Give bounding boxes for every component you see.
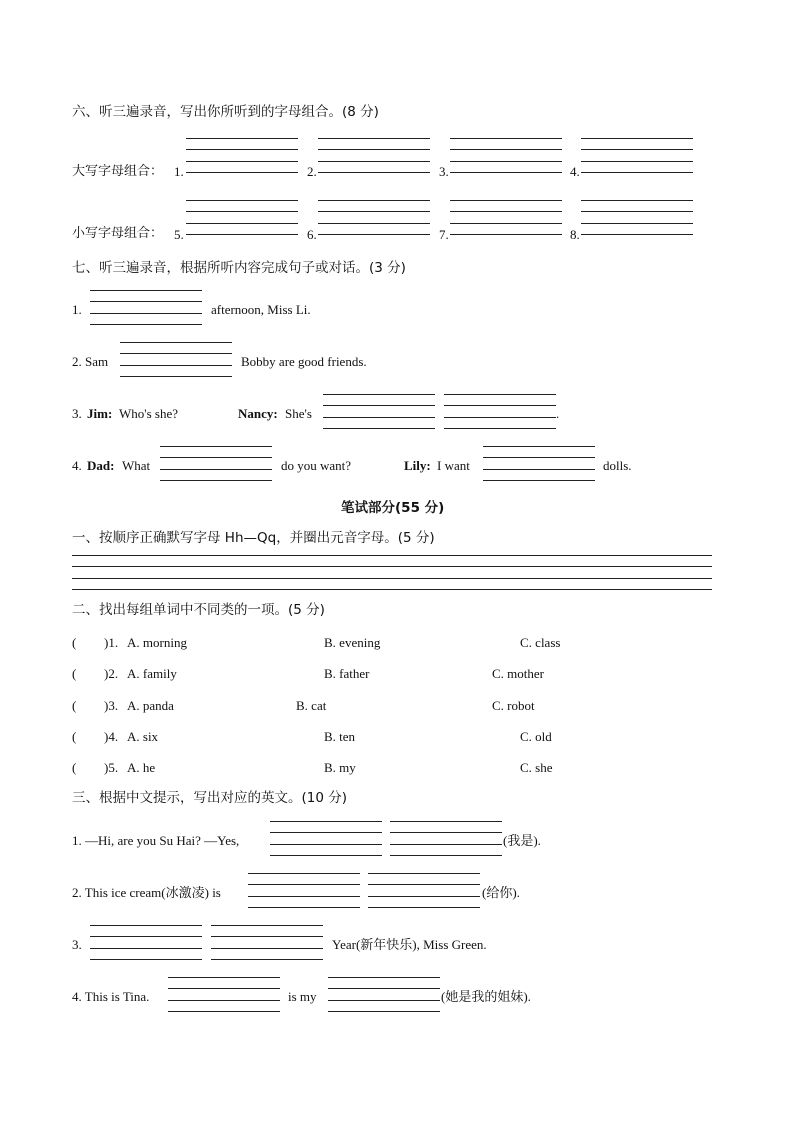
writing-grid-6[interactable] bbox=[318, 200, 430, 235]
dialogue-text: do you want? bbox=[281, 458, 352, 473]
answer-grid[interactable] bbox=[248, 873, 360, 908]
sentence-text: (她是我的姐妹). bbox=[441, 989, 531, 1004]
item-number: )3. bbox=[104, 698, 119, 713]
option-a: A. morning bbox=[127, 635, 187, 650]
sentence-text: Bobby are good friends. bbox=[241, 354, 367, 369]
option-b: B. my bbox=[324, 760, 356, 775]
writing-grid-2[interactable] bbox=[318, 138, 430, 173]
answer-grid[interactable] bbox=[120, 342, 232, 377]
item-number: )1. bbox=[104, 635, 119, 650]
sentence-text: Year(新年快乐), Miss Green. bbox=[332, 937, 487, 952]
answer-grid[interactable] bbox=[168, 977, 280, 1012]
option-b: B. father bbox=[324, 666, 370, 681]
dialogue-text: What bbox=[122, 458, 151, 473]
item-number: )5. bbox=[104, 760, 119, 775]
sentence-text: 2. This ice cream(冰激凌) is bbox=[72, 885, 221, 900]
lowercase-label: 小写字母组合： bbox=[72, 226, 164, 241]
sentence-text: (给你). bbox=[482, 885, 520, 900]
punctuation: . bbox=[556, 406, 560, 421]
answer-paren[interactable]: ( bbox=[72, 698, 77, 713]
option-a: A. he bbox=[127, 760, 156, 775]
sentence-text: is my bbox=[288, 989, 317, 1004]
option-b: B. cat bbox=[296, 698, 327, 713]
option-c: C. she bbox=[520, 760, 553, 775]
option-b: B. evening bbox=[324, 635, 381, 650]
option-c: C. class bbox=[520, 635, 561, 650]
blank-number: 1. bbox=[174, 164, 184, 179]
answer-paren[interactable]: ( bbox=[72, 635, 77, 650]
blank-number: 6. bbox=[307, 227, 317, 242]
answer-grid[interactable] bbox=[444, 394, 556, 429]
answer-grid[interactable] bbox=[368, 873, 480, 908]
answer-grid[interactable] bbox=[328, 977, 440, 1012]
question-number: 1. bbox=[72, 302, 82, 317]
answer-grid[interactable] bbox=[323, 394, 435, 429]
item-number: )4. bbox=[104, 729, 119, 744]
written-part-title: 笔试部分(55 分) bbox=[341, 500, 445, 516]
written-section-3-heading: 三、根据中文提示，写出对应的英文。(10 分) bbox=[72, 790, 348, 806]
sentence-text: 1. —Hi, are you Su Hai? —Yes, bbox=[72, 833, 240, 848]
section-7-heading: 七、听三遍录音，根据所听内容完成句子或对话。(3 分) bbox=[72, 260, 406, 276]
dialogue-text: Who's she? bbox=[119, 406, 179, 421]
writing-grid-1[interactable] bbox=[186, 138, 298, 173]
writing-grid-4[interactable] bbox=[581, 138, 693, 173]
option-a: A. six bbox=[127, 729, 159, 744]
speaker-name: Nancy: bbox=[238, 406, 278, 421]
writing-grid-5[interactable] bbox=[186, 200, 298, 235]
answer-paren[interactable]: ( bbox=[72, 666, 77, 681]
dialogue-text: She's bbox=[285, 406, 312, 421]
sentence-text: (我是). bbox=[503, 833, 541, 848]
blank-number: 2. bbox=[307, 164, 317, 179]
speaker-name: Lily: bbox=[404, 458, 431, 473]
uppercase-label: 大写字母组合： bbox=[72, 164, 164, 179]
answer-grid[interactable] bbox=[90, 290, 202, 325]
written-section-2-heading: 二、找出每组单词中不同类的一项。(5 分) bbox=[72, 602, 325, 618]
dialogue-text: I want bbox=[437, 458, 470, 473]
blank-number: 4. bbox=[570, 164, 580, 179]
blank-number: 8. bbox=[570, 227, 580, 242]
writing-grid-3[interactable] bbox=[450, 138, 562, 173]
answer-paren[interactable]: ( bbox=[72, 760, 77, 775]
option-a: A. family bbox=[127, 666, 177, 681]
option-c: C. mother bbox=[492, 666, 544, 681]
sentence-text: afternoon, Miss Li. bbox=[211, 302, 311, 317]
option-b: B. ten bbox=[324, 729, 356, 744]
speaker-name: Dad: bbox=[87, 458, 115, 473]
answer-grid[interactable] bbox=[211, 925, 323, 960]
question-number: 3. bbox=[72, 406, 82, 421]
option-c: C. old bbox=[520, 729, 552, 744]
blank-number: 3. bbox=[439, 164, 449, 179]
answer-grid[interactable] bbox=[270, 821, 382, 856]
question-number: 4. bbox=[72, 458, 82, 473]
item-number: )2. bbox=[104, 666, 119, 681]
option-a: A. panda bbox=[127, 698, 174, 713]
answer-grid[interactable] bbox=[160, 446, 272, 481]
option-c: C. robot bbox=[492, 698, 535, 713]
sentence-text: 2. Sam bbox=[72, 354, 109, 369]
question-number: 3. bbox=[72, 937, 82, 952]
answer-grid[interactable] bbox=[90, 925, 202, 960]
blank-number: 7. bbox=[439, 227, 449, 242]
speaker-name: Jim: bbox=[87, 406, 113, 421]
writing-grid-8[interactable] bbox=[581, 200, 693, 235]
blank-number: 5. bbox=[174, 227, 184, 242]
writing-grid-7[interactable] bbox=[450, 200, 562, 235]
answer-paren[interactable]: ( bbox=[72, 729, 77, 744]
dialogue-text: dolls. bbox=[603, 458, 632, 473]
answer-grid[interactable] bbox=[390, 821, 502, 856]
written-section-1-heading: 一、按顺序正确默写字母 Hh—Qq，并圈出元音字母。(5 分) bbox=[72, 530, 435, 546]
answer-grid[interactable] bbox=[483, 446, 595, 481]
sentence-text: 4. This is Tina. bbox=[72, 989, 150, 1004]
alphabet-writing-grid[interactable] bbox=[72, 555, 712, 590]
section-6-heading: 六、听三遍录音，写出你所听到的字母组合。(8 分) bbox=[72, 104, 379, 120]
